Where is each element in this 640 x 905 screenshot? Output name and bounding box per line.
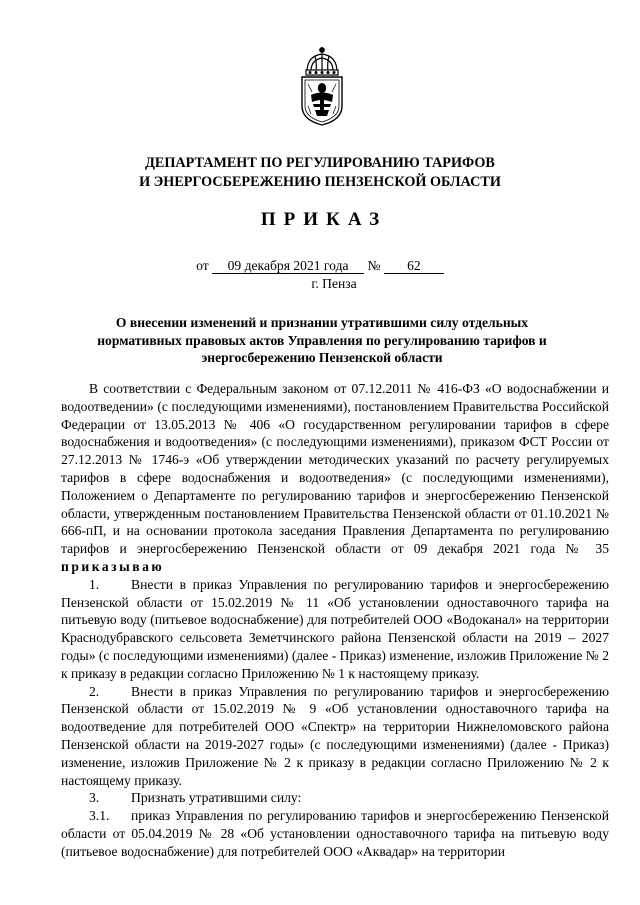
- item-1-text: Внести в приказ Управления по регулированию тарифов и энергосбережению Пензенской области от 15.02.2019 № 11 «Об установлении одноставочного тарифа на питьевую воду (питьевое водоснабжение) для потребителей ООО «Водоканал» на территории Краснодубравского сельсовета Земетчинского района Пензенской области на 2019 – 2027 годы» (с последующими изменениями) (далее - Приказ) изменение, изложив Приложение № 2 к приказу в редакции согласно Приложению № 1 к настоящему приказу.: [61, 576, 609, 681]
- item-3-1-text: приказ Управления по регулированию тарифов и энергосбережению Пензенской области от 05.04.2019 № 28 «Об установлении одноставочного тарифа на питьевую воду (питьевое водоснабжение) для потребителей ООО «Аквадар» на территории: [61, 808, 609, 859]
- item-2-number: 2.: [89, 683, 100, 699]
- item-3-number: 3.: [89, 790, 100, 806]
- document-title: [62, 314, 582, 367]
- document-type-heading: ПРИКАЗ: [260, 209, 388, 230]
- title-line2: нормативных правовых актов Управления по регулированию тарифов и: [97, 332, 547, 348]
- preamble-text: В соответствии с Федеральным законом от 07.12.2011 № 416-ФЗ «О водоснабжении и водоотведении» (с последующими изменениями), постановлением Правительства Российской Федерации от 13.05.2013 № 406 «О государственном регулировании тарифов в сфере водоснабжения и водоотведения» (с последующими изменениями), приказом ФСТ России от 27.12.2013 № 1746-э «Об утверждении методических указаний по расчету регулируемых тарифов в сфере водоснабжения и водоотведения» (с последующими изменениями), Положением о Департаменте по регулированию тарифов и энергосбережению Пензенской области, утвержденным постановлением Правительства Пензенской области от 01.10.2021 № 666-пП, и на основании протокола заседания Правления Департамента по регулированию тарифов и энергосбережению Пензенской области от 09 декабря 2021 года № 35: [61, 381, 609, 557]
- item-3-1-paragraph: [61, 807, 609, 860]
- item-1-number: 1.: [89, 576, 100, 592]
- date-prefix: от: [196, 258, 209, 273]
- item-1-paragraph: [61, 576, 609, 683]
- document-date: 09 декабря 2021 года: [212, 258, 364, 274]
- item-3-1-number: 3.1.: [89, 808, 110, 824]
- date-number-line: [0, 257, 640, 275]
- number-sign: №: [367, 258, 381, 273]
- item-2-paragraph: [61, 683, 609, 790]
- title-line1: О внесении изменений и признании утратившими силу отдельных: [115, 315, 529, 330]
- department-name-line2: И ЭНЕРГОСБЕРЕЖЕНИЮ ПЕНЗЕНСКОЙ ОБЛАСТИ: [139, 174, 501, 190]
- item-3-text: Признать утратившими силу:: [131, 790, 302, 806]
- preamble-paragraph: [61, 380, 609, 576]
- department-name-line1: ДЕПАРТАМЕНТ ПО РЕГУЛИРОВАНИЮ ТАРИФОВ: [145, 155, 495, 171]
- department-name: [0, 154, 640, 192]
- document-body: [61, 380, 609, 861]
- item-2-text: Внести в приказ Управления по регулированию тарифов и энергосбережению Пензенской области от 15.02.2019 № 9 «Об установлении одноставочного тарифа на водоотведение для потребителей ООО «Спектр» на территории Нижнеломовского района Пензенской области на 2019-2027 годы» (с последующими изменениями) (далее - Приказ) изменение, изложив Приложение № 2 к приказу в редакции согласно Приложению № 2 к настоящему приказу.: [61, 683, 609, 788]
- coat-of-arms-emblem: [297, 46, 347, 126]
- document-number: 62: [384, 258, 444, 274]
- item-3-paragraph: [61, 789, 609, 807]
- document-city: г. Пенза: [311, 276, 357, 291]
- title-line3: энергосбережению Пензенской области: [201, 350, 443, 365]
- preamble-keyword: приказываю: [61, 558, 165, 574]
